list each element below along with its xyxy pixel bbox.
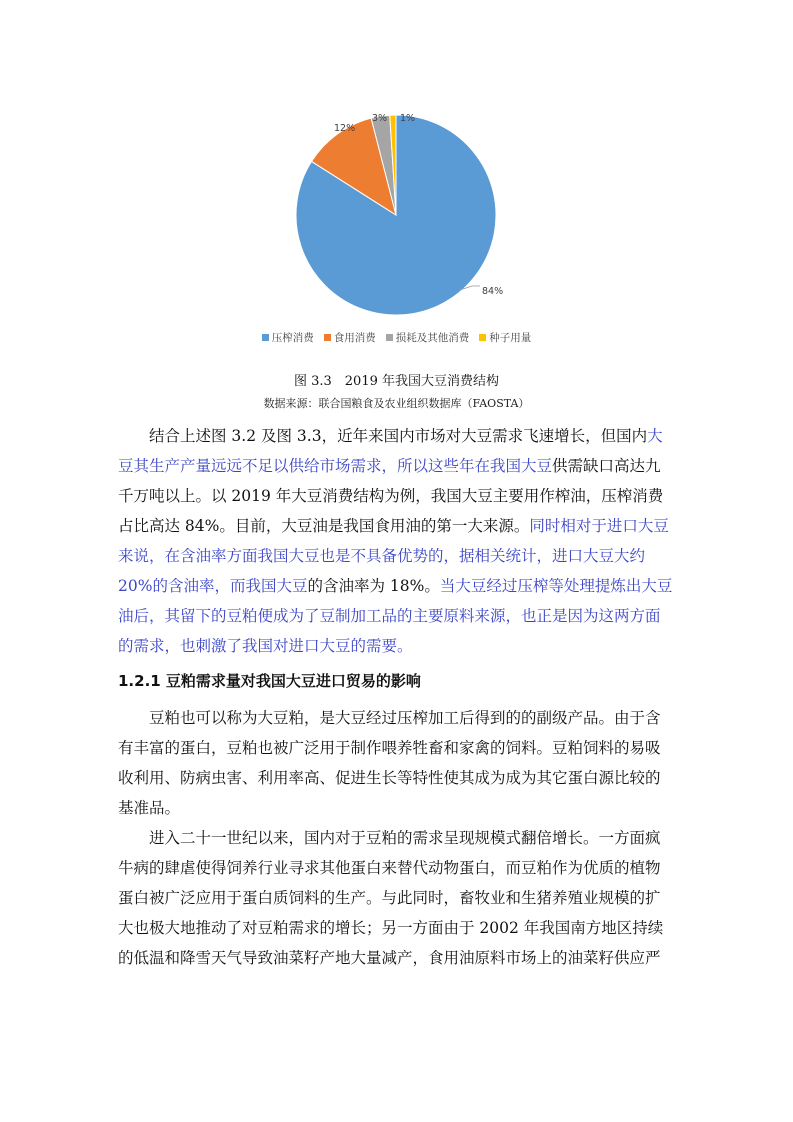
text-line: 牛病的肆虐使得饲养行业寻求其他蛋白来替代动物蛋白，而豆粕作为优质的植物 — [118, 859, 661, 877]
pie-chart — [250, 100, 550, 360]
highlighted-text: 同时相对于进口大豆 — [529, 517, 669, 535]
text-segment: 占比高达 84%。目前，大豆油是我国食用油的第一大来源。 — [118, 517, 530, 535]
text-line — [118, 481, 676, 511]
highlighted-text: 大 — [647, 427, 663, 445]
data-label-1: 12% — [334, 123, 356, 134]
text-line — [118, 511, 676, 541]
paragraph-1 — [118, 421, 676, 661]
legend-label: 食用消费 — [333, 332, 376, 344]
paragraph-2 — [118, 703, 676, 823]
highlighted-text: 油后，其留下的豆粕便成为了豆制加工品的主要原料来源，也正是因为这两方面 — [118, 607, 661, 625]
legend-swatch — [479, 334, 486, 341]
legend-label: 种子用量 — [489, 332, 532, 344]
figure-source: 数据来源：联合国粮食及农业组织数据库（FAOSTA） — [263, 397, 530, 410]
legend-item — [479, 330, 531, 345]
pie-svg — [250, 100, 550, 360]
text-line: 大也极大地推动了对豆粕需求的增长；另一方面由于 2002 年我国南方地区持续 — [118, 919, 664, 937]
text-line — [118, 601, 676, 631]
text-line — [118, 421, 676, 451]
legend-item — [262, 330, 314, 345]
text-line — [118, 631, 676, 661]
figure-caption: 图 3.3 2019 年我国大豆消费结构 — [293, 374, 500, 389]
highlighted-text: 的需求，也刺激了我国对进口大豆的需要。 — [118, 637, 413, 655]
highlighted-text: 来说，在含油率方面我国大豆也是不具备优势的，据相关统计，进口大豆大约 — [118, 547, 646, 565]
text-line: 蛋白被广泛应用于蛋白质饲料的生产。与此同时，畜牧业和生猪养殖业规模的扩 — [118, 889, 661, 907]
highlighted-text: 当大豆经过压榨等处理提炼出大豆 — [439, 577, 673, 595]
text-segment: 千万吨以上。以 2019 年大豆消费结构为例，我国大豆主要用作榨油，压榨消费 — [118, 487, 664, 505]
highlighted-text: 20%的含油率，而我国大豆 — [118, 577, 308, 595]
text-segment: 结合上述图 3.2 及图 3.3，近年来国内市场对大豆需求飞速增长，但国内 — [149, 427, 648, 445]
paragraph-3 — [118, 823, 676, 973]
text-line — [118, 571, 676, 601]
data-label-0: 84% — [482, 286, 504, 297]
legend-label: 压榨消费 — [271, 332, 314, 344]
text-line: 豆粕也可以称为大豆粕，是大豆经过压榨加工后得到的的副级产品。由于含 — [149, 709, 661, 727]
text-line: 有丰富的蛋白，豆粕也被广泛用于制作喂养牲畜和家禽的饲料。豆粕饲料的易吸 — [118, 739, 661, 757]
data-label-2: 3% — [372, 113, 388, 124]
legend-swatch — [386, 334, 393, 341]
legend-swatch — [262, 334, 269, 341]
legend-item — [324, 330, 376, 345]
text-segment: 的含油率为 18%。 — [307, 577, 440, 595]
section-heading: 1.2.1 豆粕需求量对我国大豆进口贸易的影响 — [118, 672, 421, 690]
text-segment: 供需缺口高达九 — [552, 457, 661, 475]
text-line: 基准品。 — [118, 799, 181, 817]
text-line — [118, 451, 676, 481]
text-line: 收利用、防病虫害、利用率高、促进生长等特性使其成为成为其它蛋白源比较的 — [118, 769, 661, 787]
text-line — [118, 541, 676, 571]
legend-item — [386, 330, 470, 345]
chart-legend — [0, 330, 793, 345]
legend-swatch — [324, 334, 331, 341]
highlighted-text: 豆其生产产量远远不足以供给市场需求，所以这些年在我国大豆 — [118, 457, 553, 475]
text-line: 进入二十一世纪以来，国内对于豆粕的需求呈现规模式翻倍增长。一方面疯 — [149, 829, 661, 847]
data-label-3: 1% — [400, 113, 416, 124]
text-line: 的低温和降雪天气导致油菜籽产地大量减产，食用油原料市场上的油菜籽供应严 — [118, 949, 661, 967]
legend-label: 损耗及其他消费 — [395, 332, 470, 344]
